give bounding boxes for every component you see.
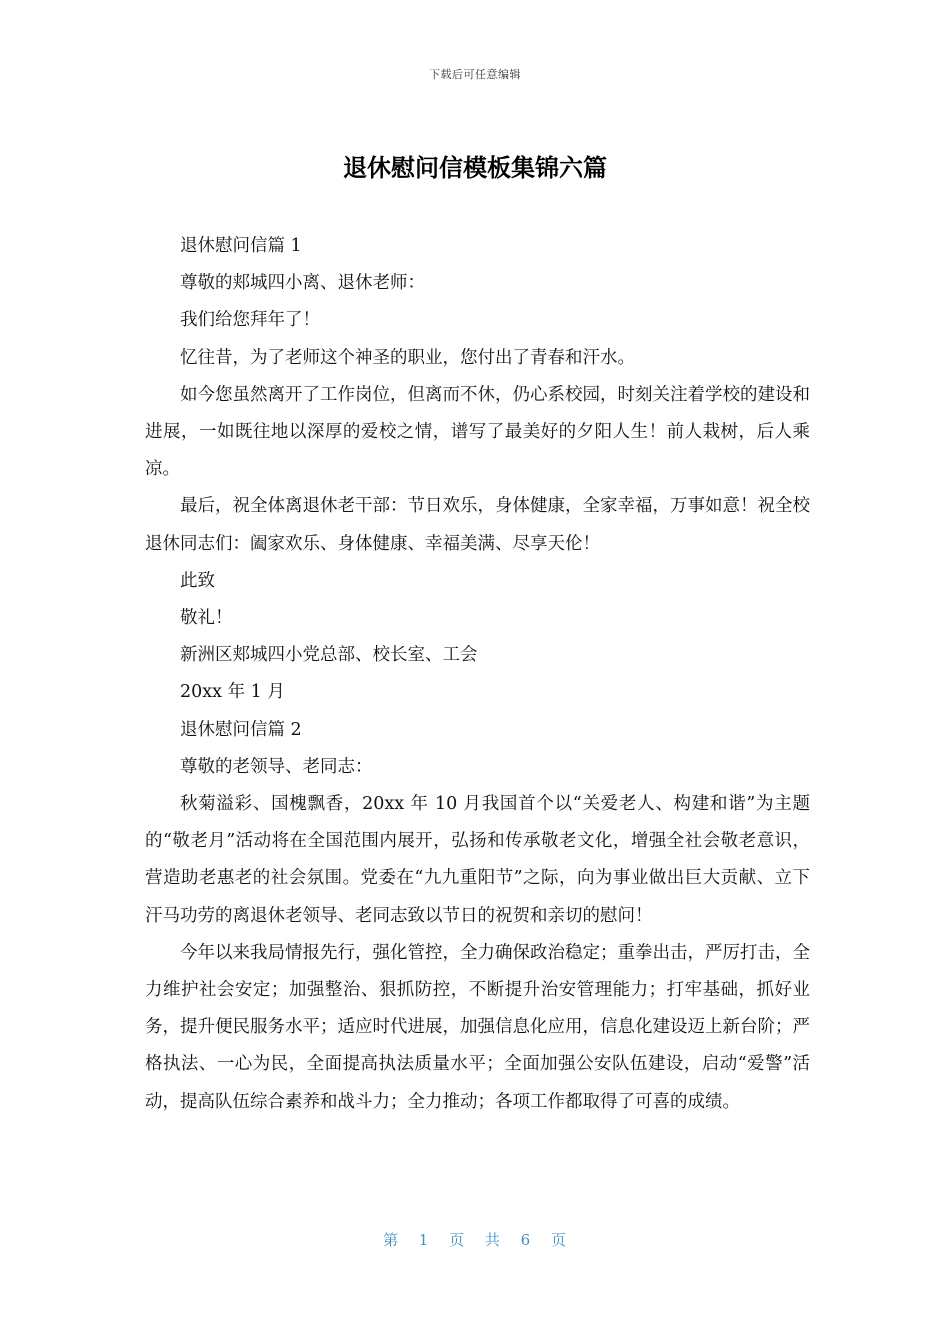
salutation-2: 尊敬的老领导、老同志： [180, 756, 373, 777]
page-number-footer: 第 1 页 共 6 页 [383, 1231, 567, 1249]
closing-line: 此致 [180, 570, 215, 591]
section-heading-1: 退休慰问信篇 1 [180, 236, 302, 256]
body-paragraph: 忆往昔，为了老师这个神圣的职业，您付出了青春和汗水。 [180, 347, 635, 368]
document-body [145, 228, 810, 1121]
signature-organization: 新洲区郏城四小党总部、校长室、工会 [180, 645, 478, 666]
body-paragraph: 今年以来我局情报先行，强化管控，全力确保政治稳定；重拳出击，严厉打击，全力维护社会安定；加强整治、狠抓防控，不断提升治安管理能力；打牢基础，抓好业务，提升便民服务水平；适应时代进展，加强信息化应用，信息化建设迈上新台阶；严格执法、一心为民，全面提高执法质量水平；全面加强公安队伍建设，启动“爱警”活动，提高队伍综合素养和战斗力；全力推动；各项工作都取得了可喜的成绩。 [145, 942, 810, 1112]
body-paragraph: 秋菊溢彩、国槐飘香，20xx 年 10 月我国首个以“关爱老人、构建和谐”为主题的“敬老月”活动将在全国范围内展开，弘扬和传承敬老文化，增强全社会敬老意识，营造助老惠老的社会氛围。党委在“九九重阳节”之际，向为事业做出巨大贡献、立下汗马功劳的离退休老领导、老同志致以节日的祝贺和亲切的慰问！ [145, 794, 810, 926]
closing-line: 敬礼！ [180, 608, 233, 629]
header-note: 下载后可任意编辑 [429, 68, 521, 81]
body-paragraph: 如今您虽然离开了工作岗位，但离而不休，仍心系校园，时刻关注着学校的建设和进展，一如既往地以深厚的爱校之情，谱写了最美好的夕阳人生！前人栽树，后人乘凉。 [145, 384, 810, 480]
salutation-1: 尊敬的郏城四小离、退休老师： [180, 273, 425, 294]
signature-date: 20xx 年 1 月 [180, 682, 285, 703]
greeting-line: 我们给您拜年了！ [180, 310, 320, 331]
section-heading-2: 退休慰问信篇 2 [180, 719, 302, 740]
body-paragraph: 最后，祝全体离退休老干部：节日欢乐，身体健康，全家幸福，万事如意！祝全校退休同志们：阖家欢乐、身体健康、幸福美满、尽享天伦！ [145, 496, 810, 554]
document-title: 退休慰问信模板集锦六篇 [343, 154, 607, 182]
